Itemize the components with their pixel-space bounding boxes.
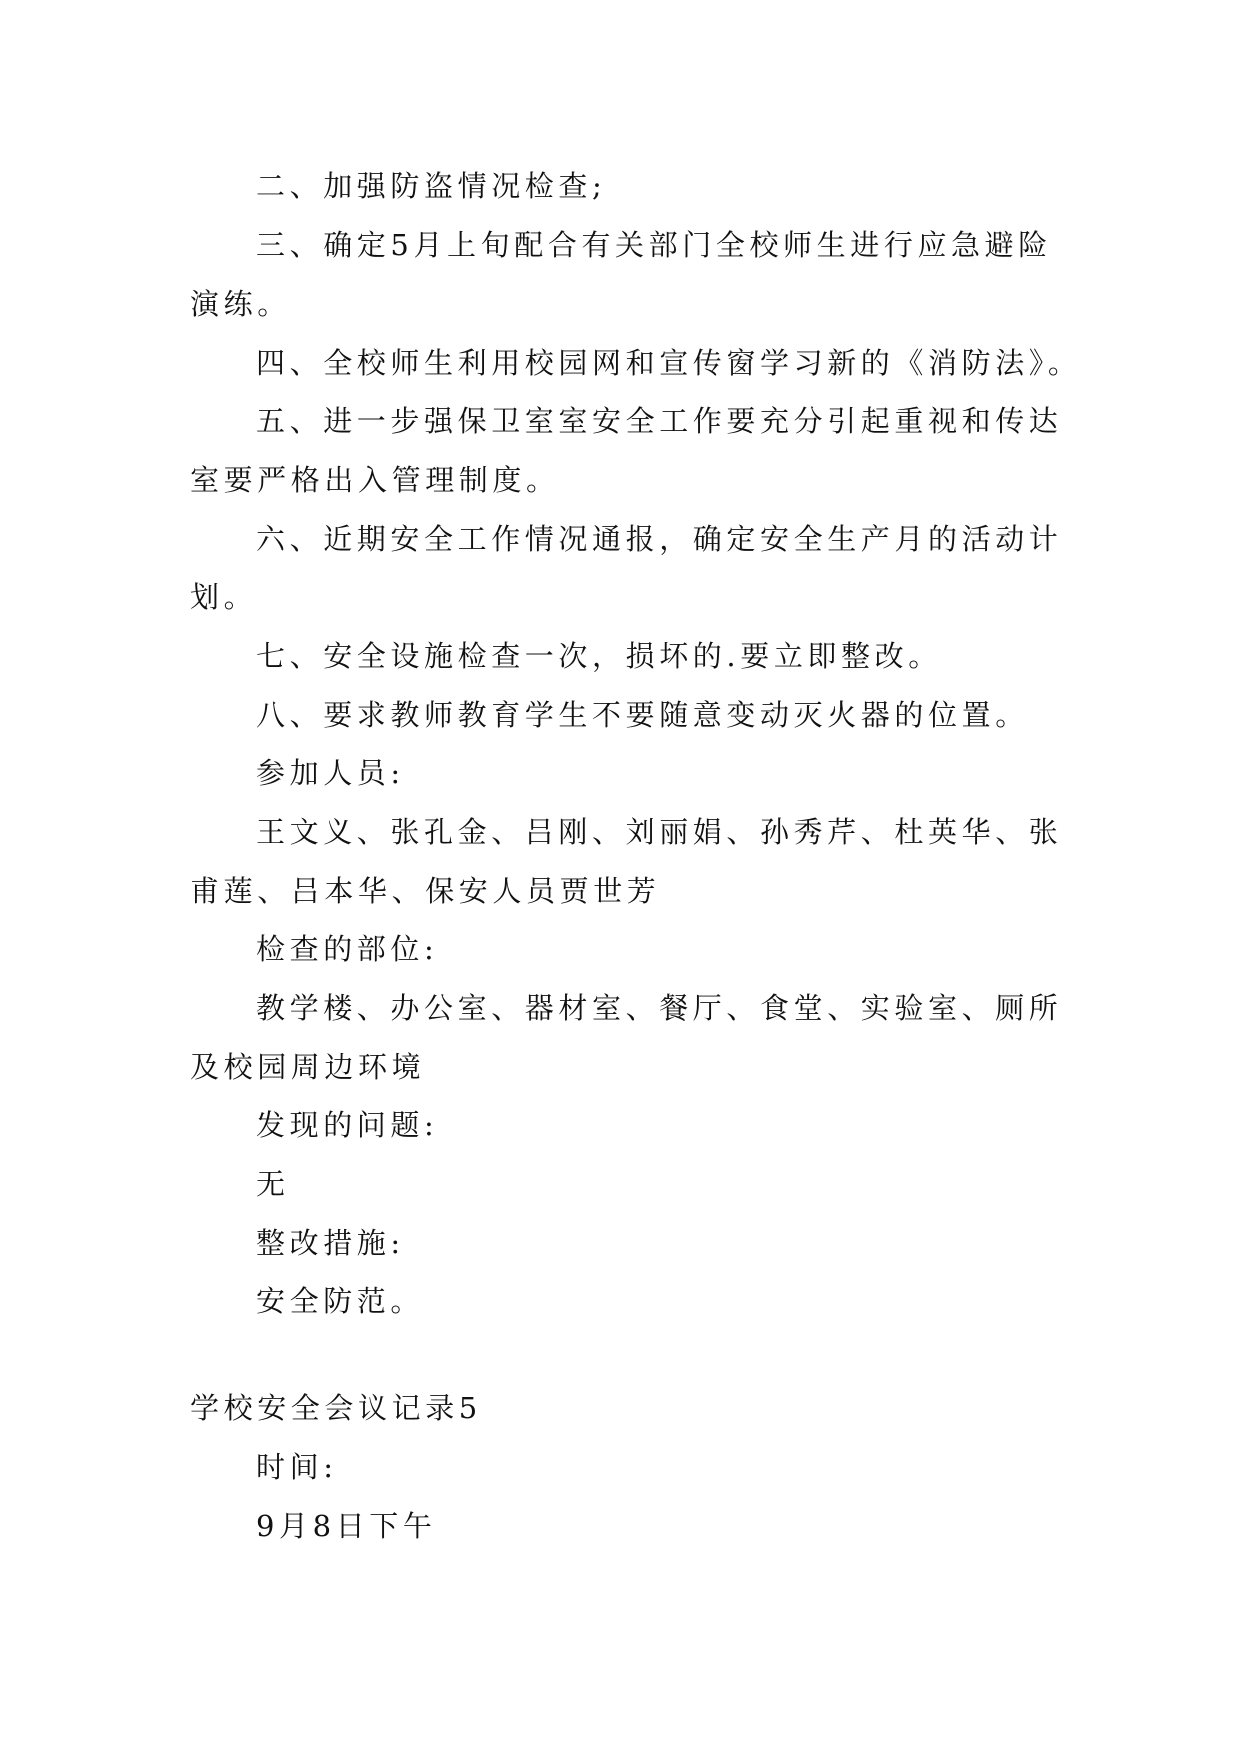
paragraph-item-3: 三、确定5月上旬配合有关部门全校师生进行应急避险 <box>256 228 1052 262</box>
paragraph-item-3-cont: 演练。 <box>190 287 291 321</box>
measures-heading: 整改措施: <box>256 1226 405 1260</box>
participants-list-cont: 甫莲、吕本华、保安人员贾世芳 <box>190 874 661 908</box>
paragraph-item-7: 七、安全设施检查一次，损坏的.要立即整改。 <box>256 639 942 673</box>
time-value: 9月8日下午 <box>256 1509 437 1543</box>
inspection-heading: 检查的部位: <box>256 932 439 966</box>
paragraph-item-5: 五、进一步强保卫室室安全工作要充分引起重视和传达 <box>256 404 1063 438</box>
participants-heading: 参加人员: <box>256 756 405 790</box>
paragraph-item-2: 二、加强防盗情况检查; <box>256 169 607 203</box>
paragraph-item-8: 八、要求教师教育学生不要随意变动灭火器的位置。 <box>256 698 1029 732</box>
section-title: 学校安全会议记录5 <box>190 1391 482 1425</box>
measures-value: 安全防范。 <box>256 1284 425 1318</box>
paragraph-item-4: 四、全校师生利用校园网和宣传窗学习新的《消防法》。 <box>256 346 1082 380</box>
inspection-list: 教学楼、办公室、器材室、餐厅、食堂、实验室、厕所 <box>256 991 1063 1025</box>
paragraph-item-6-cont: 划。 <box>190 580 258 614</box>
issues-heading: 发现的问题: <box>256 1108 439 1142</box>
participants-list: 王文义、张孔金、吕刚、刘丽娟、孙秀芹、杜英华、张 <box>256 815 1063 849</box>
time-heading: 时间: <box>256 1450 338 1484</box>
paragraph-item-5-cont: 室要严格出入管理制度。 <box>190 463 560 497</box>
inspection-list-cont: 及校园周边环境 <box>190 1050 426 1084</box>
issues-value: 无 <box>256 1167 290 1201</box>
paragraph-item-6: 六、近期安全工作情况通报，确定安全生产月的活动计 <box>256 522 1063 556</box>
